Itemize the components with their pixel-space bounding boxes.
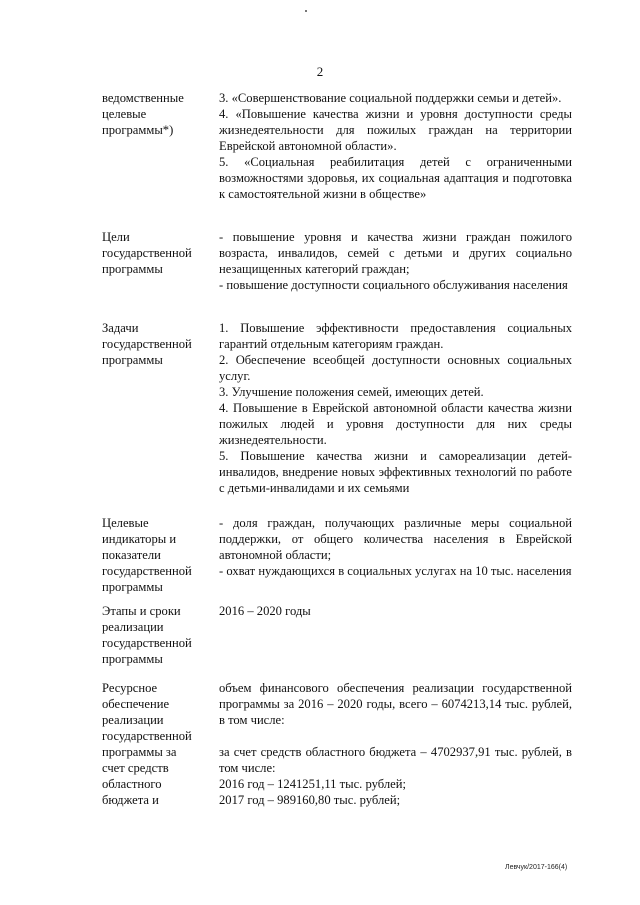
row-content bbox=[219, 229, 572, 293]
paragraph: 2016 – 2020 годы bbox=[219, 604, 311, 618]
row-label: Цели государственной программы bbox=[102, 230, 192, 276]
row-label: Задачи государственной программы bbox=[102, 321, 192, 367]
paragraph: 5. «Социальная реабилитация детей с ограниченными возможностями здоровья, их социальная адаптация и подготовка к самостоятельной жизни в обществе» bbox=[219, 155, 572, 201]
row-content bbox=[219, 603, 572, 619]
paragraph: 3. «Совершенствование социальной поддержки семьи и детей». bbox=[219, 91, 562, 105]
spacer bbox=[219, 728, 572, 744]
paragraph: 1. Повышение эффективности предоставления социальных гарантий отдельным категориям граждан. bbox=[219, 321, 572, 351]
document-footer-code: Левчук/2017-166(4) bbox=[505, 864, 568, 871]
paragraph: - охват нуждающихся в социальных услугах на 10 тыс. населения bbox=[219, 564, 572, 578]
paragraph: - повышение доступности социального обслуживания населения bbox=[219, 278, 568, 292]
paragraph: 3. Улучшение положения семей, имеющих детей. bbox=[219, 385, 484, 399]
paragraph: за счет средств областного бюджета – 4702937,91 тыс. рублей, в том числе: bbox=[219, 745, 572, 775]
paragraph: - повышение уровня и качества жизни граждан пожилого возраста, инвалидов, семей с детьми и других социально незащищенных категорий граждан; bbox=[219, 230, 572, 276]
row-label: Ресурсное обеспечение реализации государственной программы за счет средств областного бюджета и bbox=[102, 681, 192, 807]
paragraph: 5. Повышение качества жизни и самореализации детей-инвалидов, внедрение новых эффективных технологий по работе с детьми-инвалидами и их семьями bbox=[219, 449, 572, 495]
paragraph: 2017 год – 989160,80 тыс. рублей; bbox=[219, 793, 401, 807]
paragraph: - доля граждан, получающих различные меры социальной поддержки, от общего количества населения в Еврейской автономной области; bbox=[219, 516, 572, 562]
paragraph: объем финансового обеспечения реализации государственной программы за 2016 – 2020 годы, всего – 6074213,14 тыс. рублей, в том числе: bbox=[219, 681, 572, 727]
paragraph: 2. Обеспечение всеобщей доступности основных социальных услуг. bbox=[219, 353, 572, 383]
row-content bbox=[219, 90, 572, 202]
row-label: Целевые индикаторы и показатели государственной программы bbox=[102, 516, 192, 594]
paragraph: 4. «Повышение качества жизни и уровня доступности среды жизнедеятельности для пожилых граждан на территории Еврейской автономной области». bbox=[219, 107, 572, 153]
scan-speck bbox=[305, 10, 307, 12]
page-number: 2 bbox=[316, 64, 324, 79]
row-label: Этапы и сроки реализации государственной программы bbox=[102, 604, 192, 666]
row-content bbox=[219, 515, 572, 579]
row-content bbox=[219, 680, 572, 808]
paragraph: 2016 год – 1241251,11 тыс. рублей; bbox=[219, 777, 406, 791]
row-label: ведомственные целевые программы*) bbox=[102, 91, 184, 137]
paragraph: 4. Повышение в Еврейской автономной области качества жизни пожилых людей и уровня доступности для них среды жизнедеятельности. bbox=[219, 401, 572, 447]
row-content bbox=[219, 320, 572, 496]
